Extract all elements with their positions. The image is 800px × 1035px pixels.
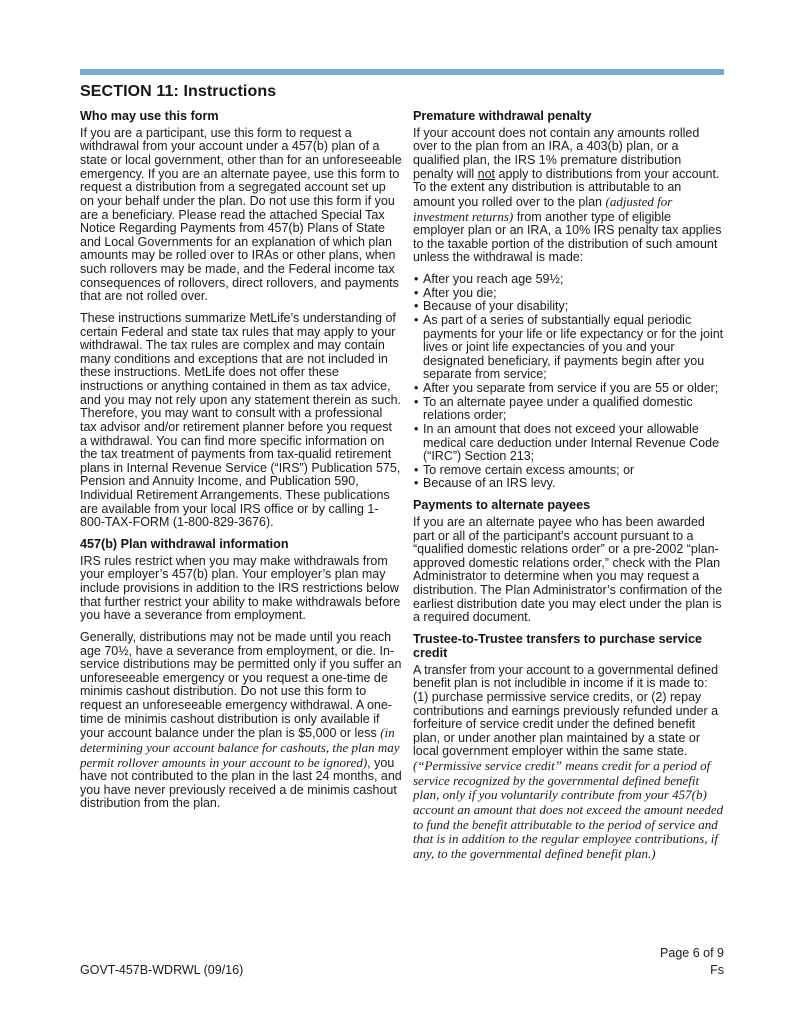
list-item: • After you reach age 59½; (413, 273, 724, 287)
list-item: • As part of a series of substantially equal periodic payments for your life or life expectancy or for the joint lives or joint life expectancies of you and your designated beneficiary, if payments begin after you separate from service; (413, 314, 724, 382)
text-run: If your account does not contain any amounts rolled over to the plan from an IRA, a 403(b) plan, or a qualified plan, the IRS 1% premature distribution penalty will (413, 125, 700, 181)
paragraph-who-may-use: If you are a participant, use this form to request a withdrawal from your account under a 457(b) plan of a state or local government, other than for an unforeseeable emergency. If you are an alternate payee, use this form to request a distribution from a segregated account set up on your behalf under the plan. Do not use this form if you are a beneficiary. Please read the attached Special Tax Notice Regarding Payments from 457(b) Plans of State and Local Governments for an explanation of which plan amounts may be rolled over to IRAs or other plans, when such rollovers may be made, and the Federal income tax consequences of rollovers, direct rollovers, and payments that are not rolled over. (80, 125, 402, 304)
paragraph-irs-rules: IRS rules restrict when you may make withdrawals from your employer’s 457(b) plan. Your employer’s plan may include provisions in addition to the IRS restrictions below that further restrict your ability to make withdrawals before you have a severance from employment. (80, 553, 401, 623)
two-column-layout (80, 110, 724, 861)
text-run: Generally, distributions may not be made until you reach age 70½, have a severance from employment, or die. In-service distributions may be permitted only if you suffer an unforeseeable emergency or you request a one-time de minimis cashout distribution. Do not use this form to request an unforeseeable emergency withdrawal. A one-time de minimis cashout distribution is only available if your account balance under the plan is $5,000 or less (80, 629, 402, 741)
list-item: • After you die; (413, 287, 724, 301)
underlined-word-not: not (477, 166, 496, 181)
list-item: • To remove certain excess amounts; or (413, 464, 724, 478)
italic-note-cashout: (in determining your account balance for cashouts, the plan may permit rollover amounts in your account to be ignored) (80, 725, 400, 770)
column-left (80, 110, 402, 861)
column-right (413, 110, 724, 861)
footer-form-code: GOVT-457B-WDRWL (09/16) (80, 963, 244, 977)
footer-page-number: Page 6 of 9 (660, 946, 724, 960)
paragraph-trustee-transfers (413, 664, 724, 862)
text-run: , you have not contributed to the plan in the last 24 months, and you have never previously received a de minimis cashout distribution from the plan. (80, 755, 402, 811)
list-item: • Because of an IRS levy. (413, 477, 724, 491)
page-footer (80, 946, 724, 977)
list-item: • In an amount that does not exceed your allowable medical care deduction under Internal Revenue Code (“IRC”) Section 213; (413, 423, 724, 464)
paragraph-premature-penalty (413, 127, 724, 265)
text-run: from another type of eligible employer plan or an IRA, a 10% IRS penalty tax applies to the taxable portion of the distribution of such amount unless the withdrawal is made: (413, 209, 722, 265)
section-accent-bar (80, 69, 724, 75)
penalty-exception-list (413, 273, 724, 491)
italic-note-adjusted: (adjusted for investment returns) (413, 193, 673, 224)
paragraph-alternate-payees: If you are an alternate payee who has been awarded part or all of the participant’s account pursuant to a “qualified domestic relations order” or a pre-2002 “plan-approved domestic relations order,” check with the Plan Administrator to determine when you may request a distribution. The Plan Administrator’s confirmation of the earliest distribution date you may elect under the plan is a required document. (413, 514, 723, 625)
heading-who-may-use: Who may use this form (80, 109, 219, 123)
footer-sheet-code: Fs (710, 963, 724, 977)
list-item: • After you separate from service if you are 55 or older; (413, 382, 724, 396)
text-run: apply to distributions from your account. To the extent any distribution is attributable to an amount you rolled over to the plan (413, 166, 720, 209)
heading-premature-penalty: Premature withdrawal penalty (413, 109, 592, 123)
heading-457b-withdrawal-info: 457(b) Plan withdrawal information (80, 536, 289, 551)
list-item: • Because of your disability; (413, 300, 724, 314)
paragraph-instructions-summary: These instructions summarize MetLife’s understanding of certain Federal and state tax rules that may apply to your withdrawal. The tax rules are complex and may contain many conditions and exceptions that are not included in these instructions. MetLife does not offer these instructions or anything contained in them as tax advice, and you may not rely upon any statement therein as such. Therefore, you may want to consult with a professional tax advisor and/or retirement planner before you request a withdrawal. You can find more specific information on the tax treatment of payments from tax-qualid retirement plans in Internal Revenue Service (“IRS”) Publication 575, Pension and Annuity Income, and Publication 590, Individual Retirement Arrangements. These publications are available from your local IRS office or by calling 1-800-TAX-FORM (1-800-829-3676). (80, 310, 402, 530)
paragraph-generally-distributions (80, 631, 402, 811)
heading-alternate-payees: Payments to alternate payees (413, 498, 591, 513)
section-title: SECTION 11: Instructions (80, 83, 277, 100)
list-item: • To an alternate payee under a qualified domestic relations order; (413, 396, 724, 423)
text-run: A transfer from your account to a governmental defined benefit plan is not includible in income if it is made to: (1) purchase permissive service credits, or (2) repay contributions and earnings previously refunded under a forfeiture of service credit under the defined benefit plan, or under another plan maintained by a state or local government employer within the same state. (413, 662, 719, 759)
italic-note-permissive-credit: (“Permissive service credit” means credit for a period of service recognized by the governmental defined benefit plan, only if you voluntarily contribute from your 457(b) account an amount that does not exceed the amount needed to fund the benefit attributable to the period of service and that is in addition to the regular employee contributions, if any, to the governmental defined benefit plan.) (413, 758, 724, 861)
heading-trustee-transfers: Trustee-to-Trustee transfers to purchase service credit (413, 631, 703, 660)
